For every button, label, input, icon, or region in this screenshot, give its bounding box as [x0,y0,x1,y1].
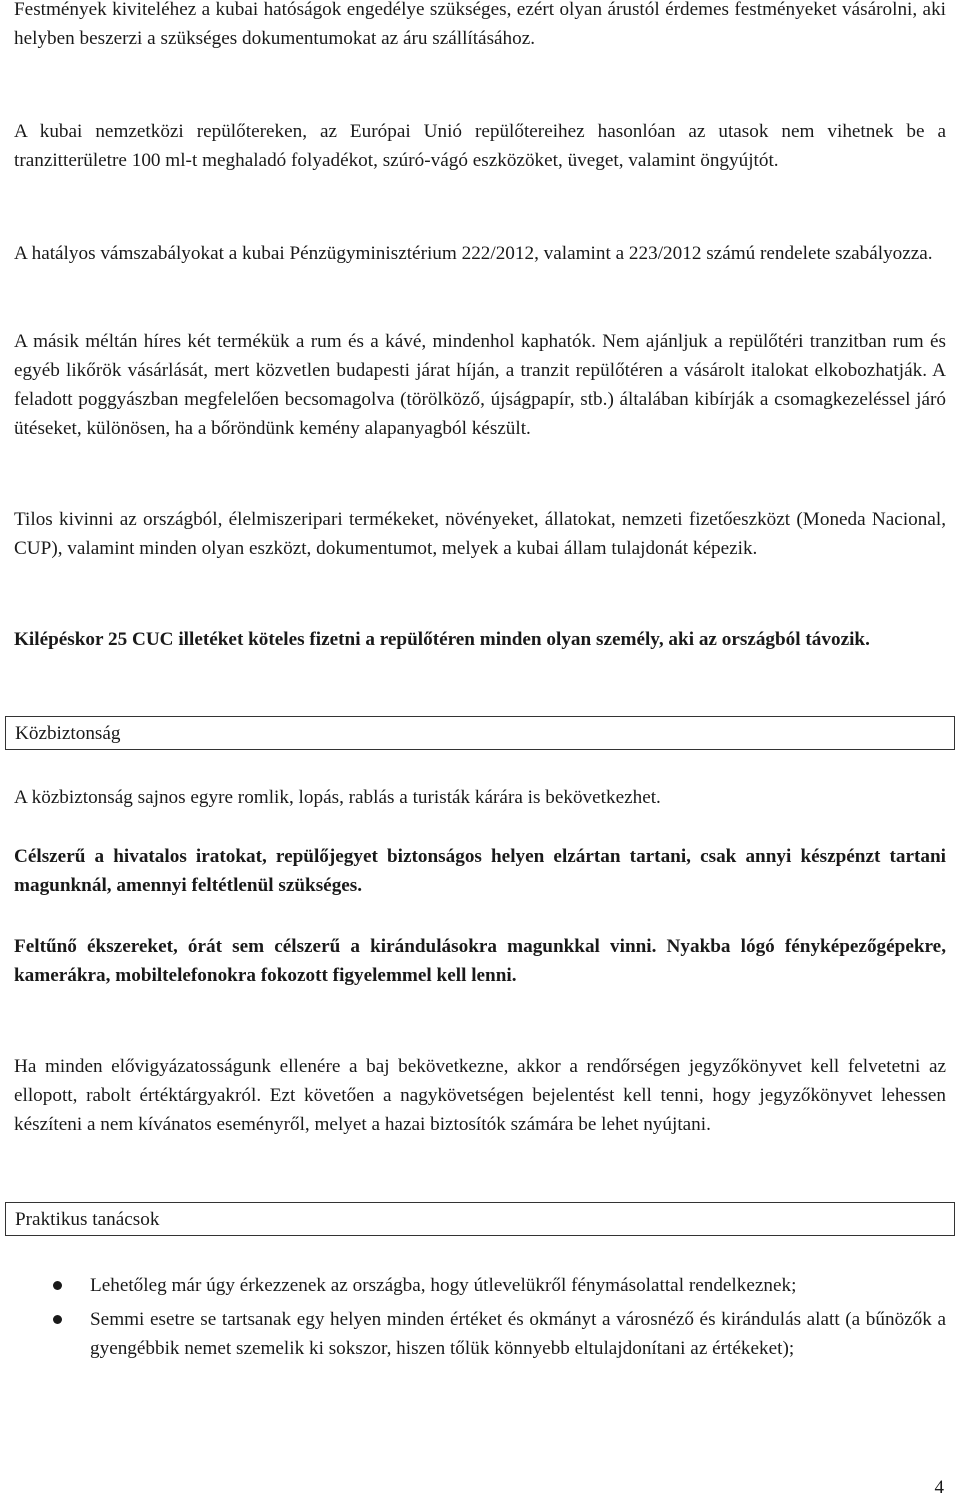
paragraph-intro: Festmények kiviteléhez a kubai hatóságok engedélye szükséges, ezért olyan árustól érdemes festményeket vásárolni, aki helyben beszerzi a szükséges dokumentumokat az áru szállításához. [14,0,946,49]
list-item-text: Lehetőleg már úgy érkezzenek az országba, hogy útlevelükről fénymásolattal rendelkeznek; [90,1275,797,1296]
paragraph-customs-rules: A hatályos vámszabályokat a kubai Pénzügyminisztérium 222/2012, valamint a 223/2012 számú rendelete szabályozza. [14,243,933,264]
list-item [14,1271,946,1300]
paragraph-security-police: Ha minden elővigyázatosságunk ellenére a baj bekövetkezne, akkor a rendőrségen jegyzőkönyvet kell felvetetni az ellopott, rabolt értéktárgyakról. Ezt követően a nagykövetségen bejelentést kell tenni, hogy jegyzőkönyvet lehessen készíteni a nem kívánatos eseményről, melyet a hazai biztosítók számára be lehet nyújtani. [14,1056,946,1135]
section-heading-tips: Praktikus tanácsok [5,1202,955,1236]
paragraph-departure-fee: Kilépéskor 25 CUC illetéket köteles fizetni a repülőtéren minden olyan személy, aki az országból távozik. [14,629,870,650]
paragraph-export-ban: Tilos kivinni az országból, élelmiszeripari termékeket, növényeket, állatokat, nemzeti fizetőeszközt (Moneda Nacional, CUP), valamint minden olyan eszközt, dokumentumot, melyek a kubai állam tulajdonát képezik. [14,509,946,559]
section-heading-security: Közbiztonság [5,716,955,750]
paragraph-airport-rules: A kubai nemzetközi repülőtereken, az Európai Unió repülőtereihez hasonlóan az utasok nem vihetnek be a tranzitterületre 100 ml-t meghaladó folyadékot, szúró-vágó eszközöket, üveget, valamint öngyújtót. [14,121,946,171]
tips-list [14,1271,946,1368]
paragraph-rum-coffee: A másik méltán híres két termékük a rum és a kávé, mindenhol kaphatók. Nem ajánljuk a repülőtéri tranzitban rum és egyéb likőrök vásárlását, mert közvetlen budapesti járat híján, a tranzit repülőtéren a vásárolt italokat elkobozhatják. A feladott poggyászban megfelelően becsomagolva (törölköző, újságpapír, stb.) általában kibírják a csomagkezeléssel járó ütéseket, különösen, ha a bőröndünk kemény alapanyagból készült. [14,331,946,439]
bullet-icon [53,1315,62,1324]
page-number: 4 [934,1477,944,1498]
list-item-text: Semmi esetre se tartsanak egy helyen minden értéket és okmányt a városnéző és kirándulás alatt (a bűnözők a gyengébbik nemet szemelik ki sokszor, hiszen tőlük könnyebb eltulajdonítani az értékeket); [90,1309,946,1359]
bullet-icon [53,1281,62,1290]
list-item [14,1305,946,1363]
paragraph-security-intro: A közbiztonság sajnos egyre romlik, lopás, rablás a turisták kárára is bekövetkezhet. [14,787,661,808]
paragraph-security-jewelry: Feltűnő ékszereket, órát sem célszerű a kirándulásokra magunkkal vinni. Nyakba lógó fényképezőgépekre, kamerákra, mobiltelefonokra fokozott figyelemmel kell lenni. [14,936,946,986]
paragraph-security-documents: Célszerű a hivatalos iratokat, repülőjegyet biztonságos helyen elzártan tartani, csak annyi készpénzt tartani magunknál, amennyi feltétlenül szükséges. [14,846,946,896]
